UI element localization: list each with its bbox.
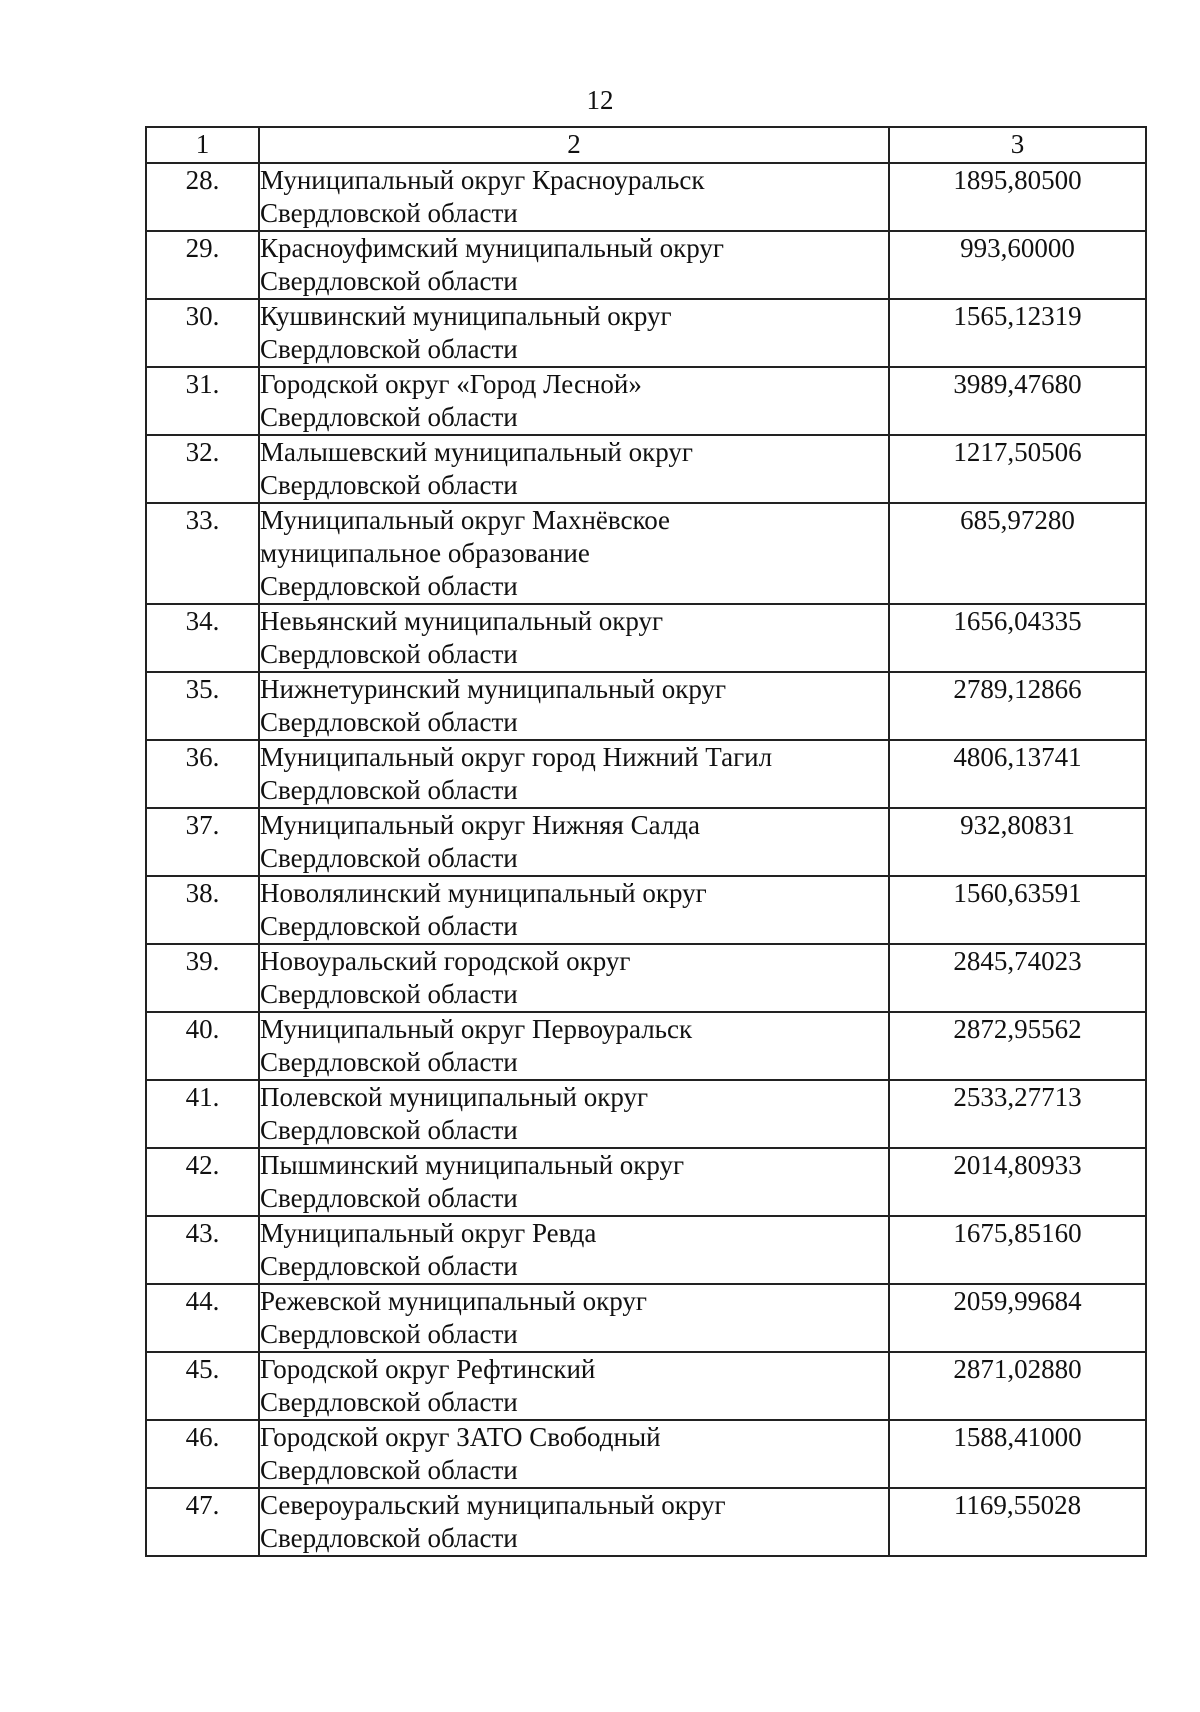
amount-value: 3989,47680 [889, 367, 1146, 435]
table-row [146, 1284, 1146, 1352]
table-row [146, 604, 1146, 672]
municipality-name-line: Муниципальный округ Махнёвское [260, 505, 671, 535]
municipality-name-line: Городской округ Рефтинский [260, 1354, 596, 1384]
row-number: 35. [146, 672, 259, 740]
municipality-name-line: Новолялинский муниципальный округ [260, 878, 707, 908]
municipality-name-line: Свердловской области [260, 639, 518, 669]
municipality-name [259, 604, 889, 672]
amount-value: 1588,41000 [889, 1420, 1146, 1488]
table-row [146, 876, 1146, 944]
row-number: 30. [146, 299, 259, 367]
column-header-number: 1 [146, 127, 259, 163]
row-number: 39. [146, 944, 259, 1012]
amount-value: 2789,12866 [889, 672, 1146, 740]
amount-value: 1656,04335 [889, 604, 1146, 672]
municipality-name [259, 435, 889, 503]
column-header-amount: 3 [889, 127, 1146, 163]
table-row [146, 1148, 1146, 1216]
allocation-table [145, 126, 1147, 1557]
table-row [146, 1420, 1146, 1488]
row-number: 31. [146, 367, 259, 435]
amount-value: 993,60000 [889, 231, 1146, 299]
municipality-name-line: Североуральский муниципальный округ [260, 1490, 726, 1520]
amount-value: 2872,95562 [889, 1012, 1146, 1080]
municipality-name-line: Свердловской области [260, 334, 518, 364]
municipality-name [259, 1080, 889, 1148]
municipality-name-line: Свердловской области [260, 1047, 518, 1077]
table-row [146, 1012, 1146, 1080]
row-number: 33. [146, 503, 259, 604]
municipality-name-line: Свердловской области [260, 979, 518, 1009]
row-number: 42. [146, 1148, 259, 1216]
municipality-name-line: Городской округ ЗАТО Свободный [260, 1422, 661, 1452]
municipality-name-line: Муниципальный округ Ревда [260, 1218, 597, 1248]
municipality-name-line: Новоуральский городской округ [260, 946, 631, 976]
table-header-row [146, 127, 1146, 163]
row-number: 40. [146, 1012, 259, 1080]
municipality-name [259, 876, 889, 944]
amount-value: 1895,80500 [889, 163, 1146, 231]
amount-value: 2871,02880 [889, 1352, 1146, 1420]
municipality-name-line: Режевской муниципальный округ [260, 1286, 647, 1316]
municipality-name-line: Свердловской области [260, 775, 518, 805]
table-row [146, 299, 1146, 367]
municipality-name-line: Кушвинский муниципальный округ [260, 301, 672, 331]
municipality-name [259, 740, 889, 808]
municipality-name [259, 299, 889, 367]
municipality-name-line: Муниципальный округ Нижняя Салда [260, 810, 701, 840]
municipality-name-line: Невьянский муниципальный округ [260, 606, 664, 636]
amount-value: 1565,12319 [889, 299, 1146, 367]
municipality-name [259, 672, 889, 740]
municipality-name [259, 163, 889, 231]
table-row [146, 503, 1146, 604]
municipality-name-line: Полевской муниципальный округ [260, 1082, 649, 1112]
municipality-name-line: Муниципальный округ Первоуральск [260, 1014, 693, 1044]
municipality-name [259, 1420, 889, 1488]
municipality-name [259, 808, 889, 876]
municipality-name-line: Свердловской области [260, 266, 518, 296]
table-row [146, 231, 1146, 299]
table-row [146, 944, 1146, 1012]
municipality-name-line: Нижнетуринский муниципальный округ [260, 674, 727, 704]
municipality-name-line: Муниципальный округ Красноуральск [260, 165, 705, 195]
municipality-name-line: Свердловской области [260, 571, 518, 601]
municipality-name [259, 367, 889, 435]
amount-value: 1560,63591 [889, 876, 1146, 944]
municipality-name [259, 1488, 889, 1556]
amount-value: 1169,55028 [889, 1488, 1146, 1556]
table-row [146, 1216, 1146, 1284]
table-row [146, 740, 1146, 808]
municipality-name-line: Свердловской области [260, 1387, 518, 1417]
municipality-name [259, 1352, 889, 1420]
table-row [146, 435, 1146, 503]
municipality-name [259, 1148, 889, 1216]
municipality-name-line: Свердловской области [260, 911, 518, 941]
row-number: 43. [146, 1216, 259, 1284]
municipality-name-line: Свердловской области [260, 1251, 518, 1281]
municipality-name-line: Пышминский муниципальный округ [260, 1150, 685, 1180]
municipality-name [259, 944, 889, 1012]
municipality-name-line: Красноуфимский муниципальный округ [260, 233, 724, 263]
amount-value: 2014,80933 [889, 1148, 1146, 1216]
table-row [146, 163, 1146, 231]
amount-value: 1217,50506 [889, 435, 1146, 503]
municipality-name-line: Свердловской области [260, 1523, 518, 1553]
municipality-name [259, 231, 889, 299]
municipality-name [259, 1216, 889, 1284]
amount-value: 4806,13741 [889, 740, 1146, 808]
row-number: 41. [146, 1080, 259, 1148]
row-number: 37. [146, 808, 259, 876]
row-number: 46. [146, 1420, 259, 1488]
table-row [146, 1080, 1146, 1148]
row-number: 34. [146, 604, 259, 672]
municipality-name [259, 1284, 889, 1352]
table-row [146, 672, 1146, 740]
municipality-name-line: Городской округ «Город Лесной» [260, 369, 642, 399]
page-number: 12 [586, 85, 614, 115]
municipality-name [259, 503, 889, 604]
row-number: 36. [146, 740, 259, 808]
municipality-name-line: Свердловской области [260, 1183, 518, 1213]
municipality-name-line: Свердловской области [260, 1319, 518, 1349]
row-number: 28. [146, 163, 259, 231]
municipality-name-line: Свердловской области [260, 198, 518, 228]
municipality-name-line: Муниципальный округ город Нижний Тагил [260, 742, 773, 772]
table-row [146, 808, 1146, 876]
amount-value: 2059,99684 [889, 1284, 1146, 1352]
column-header-municipality: 2 [259, 127, 889, 163]
municipality-name-line: муниципальное образование [260, 538, 590, 568]
municipality-name-line: Свердловской области [260, 402, 518, 432]
municipality-name-line: Свердловской области [260, 707, 518, 737]
amount-value: 2533,27713 [889, 1080, 1146, 1148]
municipality-name-line: Свердловской области [260, 470, 518, 500]
amount-value: 685,97280 [889, 503, 1146, 604]
amount-value: 1675,85160 [889, 1216, 1146, 1284]
municipality-name-line: Свердловской области [260, 843, 518, 873]
row-number: 32. [146, 435, 259, 503]
municipality-name-line: Малышевский муниципальный округ [260, 437, 693, 467]
municipality-name-line: Свердловской области [260, 1115, 518, 1145]
row-number: 44. [146, 1284, 259, 1352]
amount-value: 932,80831 [889, 808, 1146, 876]
table-body [146, 163, 1146, 1556]
table-row [146, 1352, 1146, 1420]
row-number: 29. [146, 231, 259, 299]
table-row [146, 1488, 1146, 1556]
row-number: 45. [146, 1352, 259, 1420]
municipality-name-line: Свердловской области [260, 1455, 518, 1485]
row-number: 47. [146, 1488, 259, 1556]
amount-value: 2845,74023 [889, 944, 1146, 1012]
municipality-name [259, 1012, 889, 1080]
row-number: 38. [146, 876, 259, 944]
table-row [146, 367, 1146, 435]
